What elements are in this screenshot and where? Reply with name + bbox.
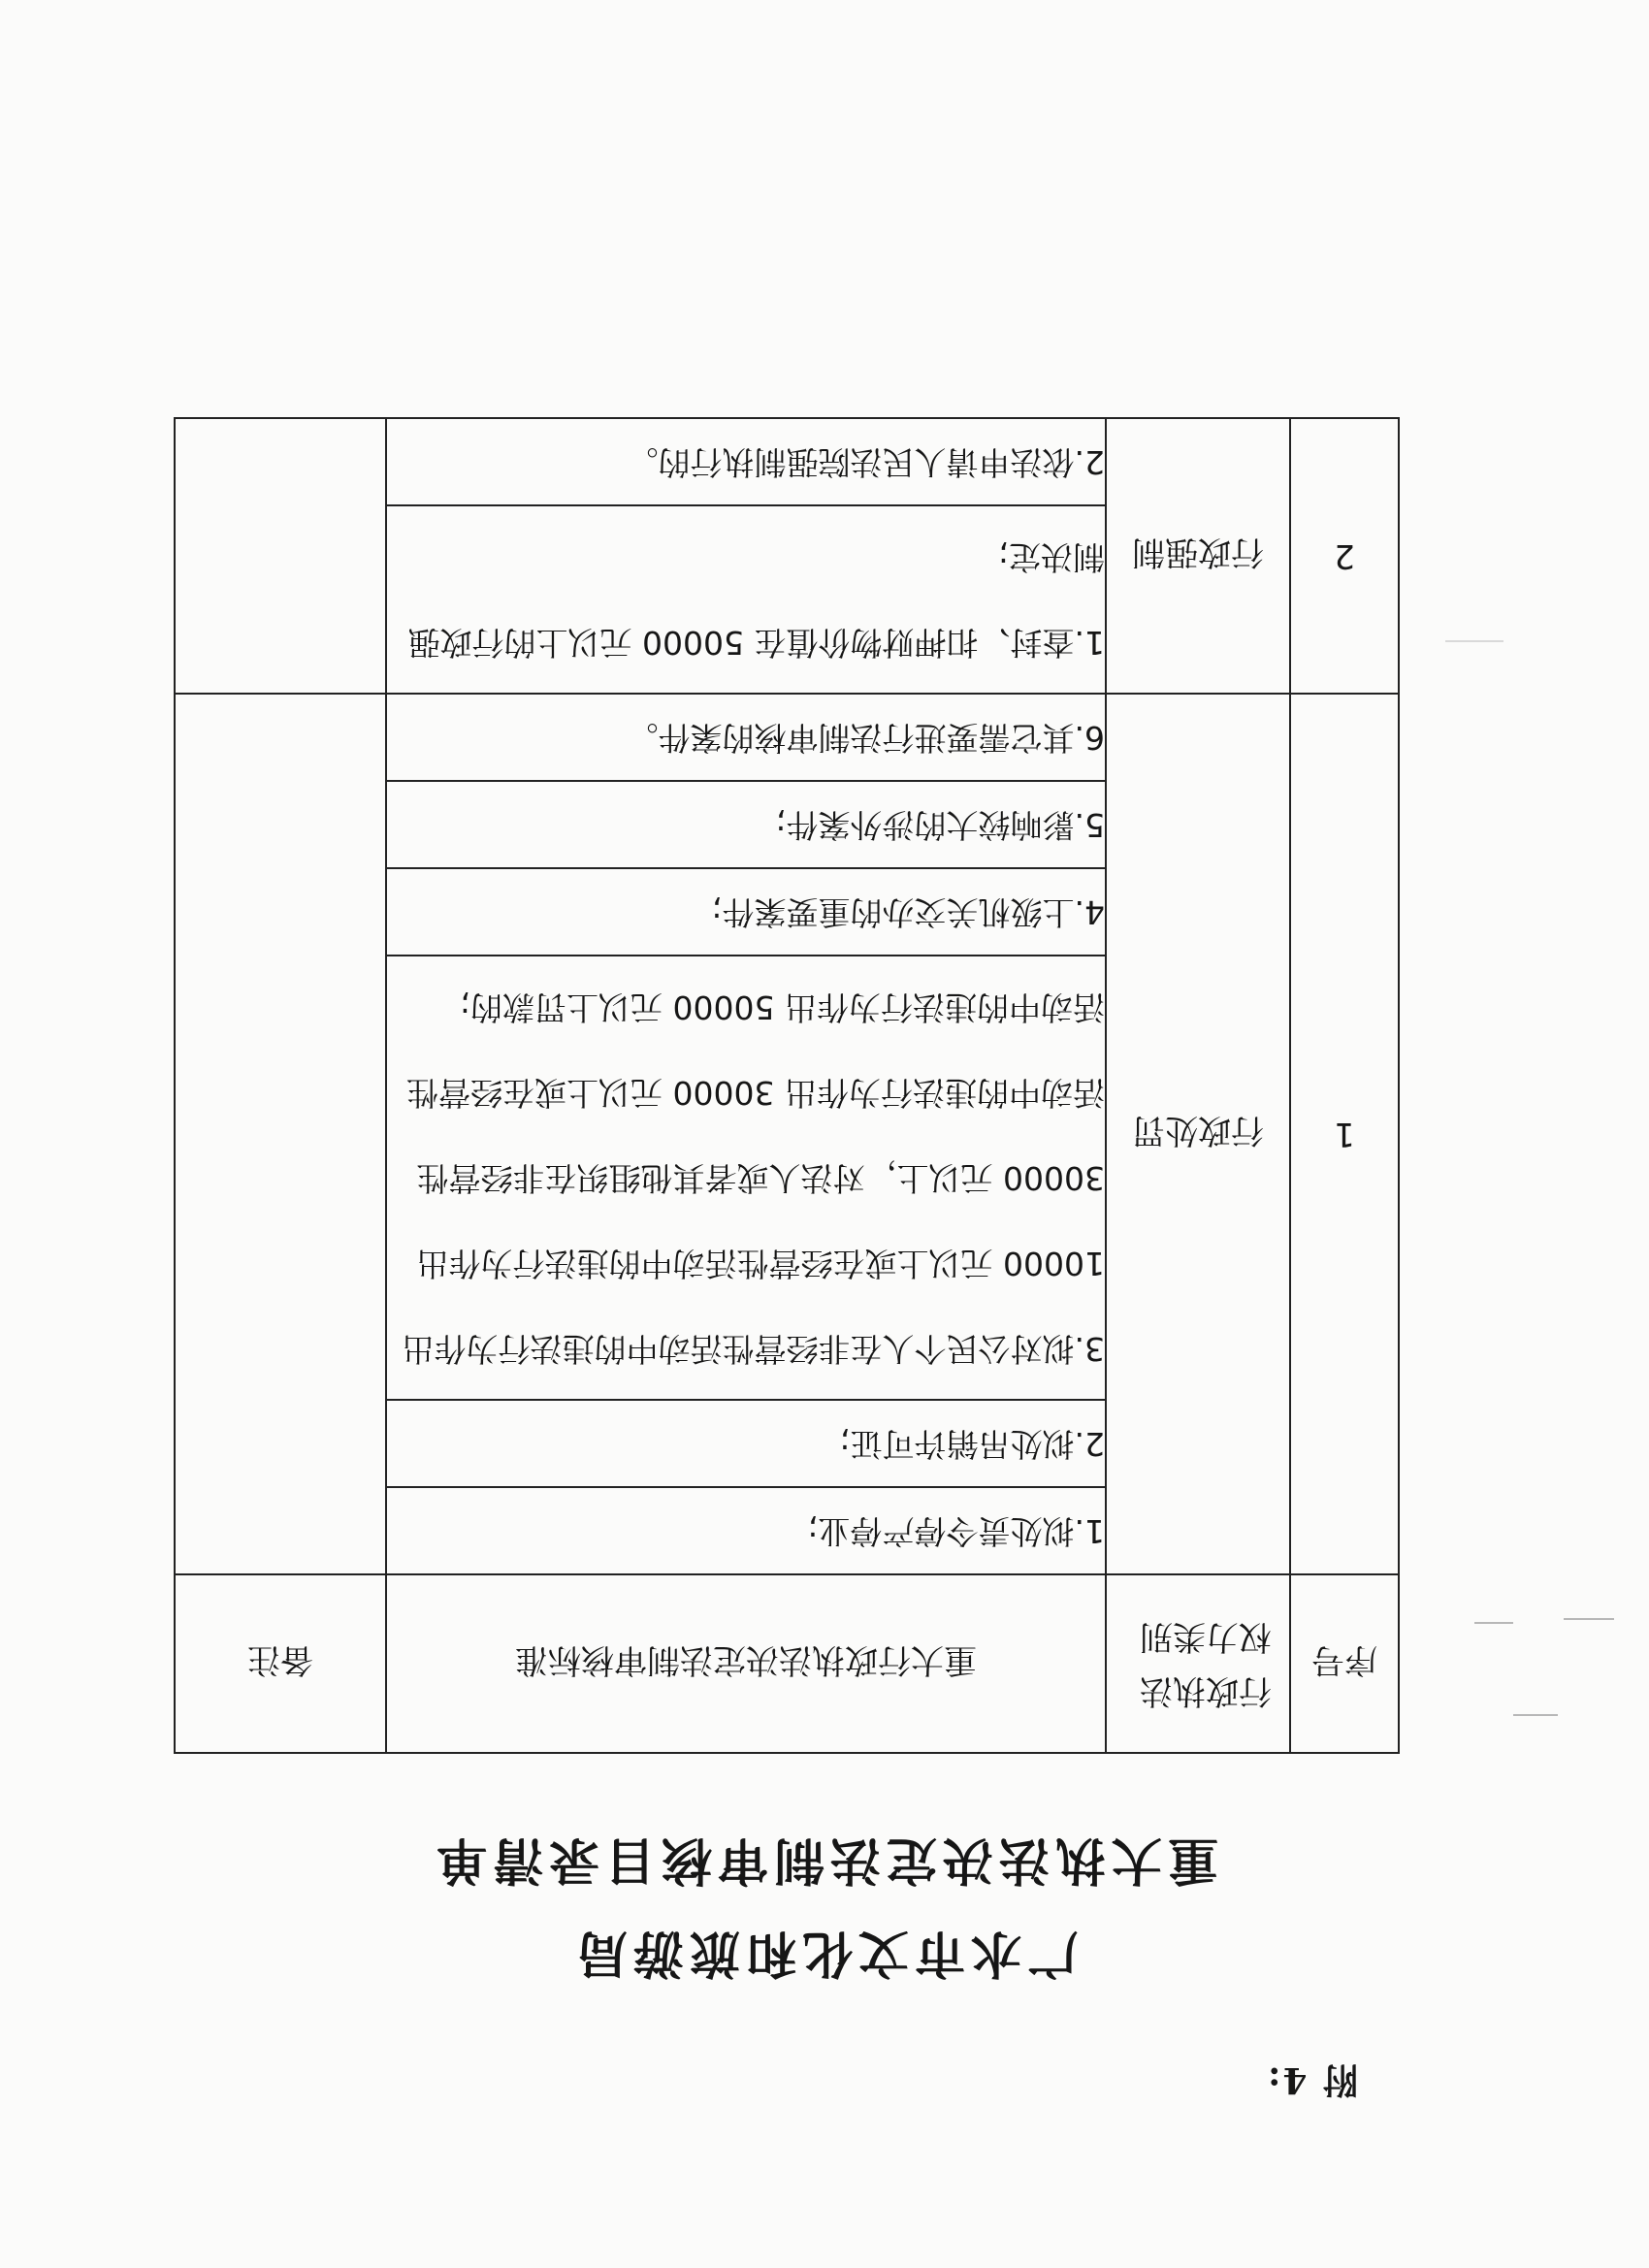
table-row [175, 1487, 1399, 1574]
group1-type: 行政处罚 [1106, 694, 1290, 1574]
group2-type: 行政强制 [1106, 418, 1290, 694]
header-type: 行政执法权力类别 [1106, 1574, 1290, 1753]
group2-no: 2 [1290, 418, 1399, 694]
group1-item6: 6.其它需要进行法制审核的案件。 [386, 694, 1106, 781]
attachment-label: 附 4: [1266, 2059, 1358, 2100]
document-title-line1: 广水市文化和旅游局 [571, 1924, 1079, 1983]
scan-artifact [1445, 640, 1504, 642]
document-title-line2: 重大执法决定法制审核目录清单 [431, 1831, 1219, 1890]
header-no: 序号 [1290, 1574, 1399, 1753]
group2-remark [175, 418, 386, 694]
group1-item3: 3.拟对公民个人在非经营性活动中的违法行为作出 10000 元以上或在经营性活动中的违法行为作出 30000 元以上，对法人或者其他组织在非经营性活动中的违法行为作出 30000 元以上或在经营性活动中的违法行为作出 50000 元以上罚款的; [386, 956, 1106, 1400]
group1-item1: 1.拟处责令停产停业; [386, 1487, 1106, 1574]
header-standard: 重大行政执法决定法制审核标准 [386, 1574, 1106, 1753]
scan-artifact [1564, 1618, 1614, 1620]
group1-no: 1 [1290, 694, 1399, 1574]
scan-artifact [1474, 1622, 1513, 1624]
review-catalog-table [174, 417, 1400, 1754]
header-remark: 备注 [175, 1574, 386, 1753]
table-row [175, 505, 1399, 694]
group2-item2: 2.依法申请人民法院强制执行的。 [386, 418, 1106, 505]
group1-item4: 4.上级机关交办的重要案件; [386, 868, 1106, 956]
group1-item2: 2.拟处吊销许可证; [386, 1400, 1106, 1487]
group1-remark [175, 694, 386, 1574]
group1-item5: 5.影响较大的涉外案件; [386, 781, 1106, 868]
group2-item1: 1.查封、扣押财物价值在 50000 元以上的行政强制决定; [386, 505, 1106, 694]
scan-artifact [1513, 1714, 1558, 1716]
table-header-row [175, 1574, 1399, 1753]
